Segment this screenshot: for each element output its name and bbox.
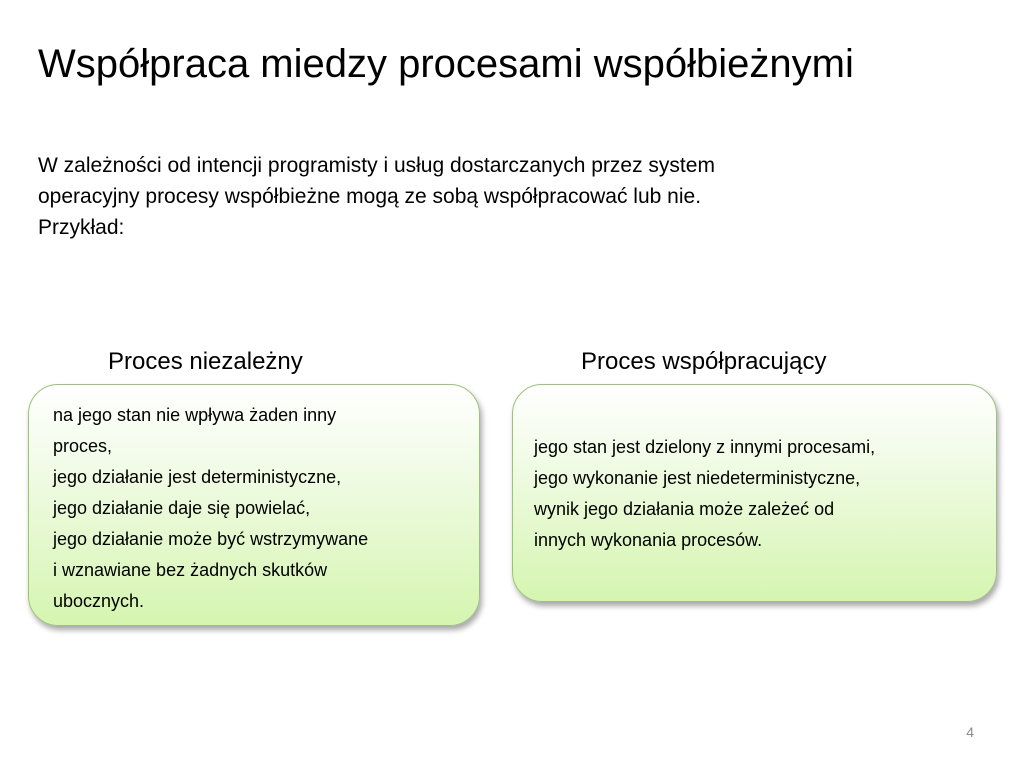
box-line: proces,: [53, 436, 113, 456]
intro-line: W zależności od intencji programisty i usług dostarczanych przez system: [38, 154, 715, 177]
box-line: jego działanie może być wstrzymywane: [53, 529, 369, 549]
intro-paragraph: [38, 150, 938, 243]
page-number: 4: [966, 724, 974, 740]
box-line: wynik jego działania może zależeć od: [534, 499, 835, 519]
independent-process-box: [28, 384, 480, 626]
independent-process-heading: Proces niezależny: [108, 348, 303, 375]
box-line: i wznawiane bez żadnych skutków: [53, 560, 328, 580]
box-line: innych wykonania procesów.: [534, 530, 763, 550]
intro-line: Przykład:: [38, 216, 125, 239]
box-line: jego wykonanie jest niedeterministyczne,: [534, 468, 861, 488]
box-line: na jego stan nie wpływa żaden inny: [53, 405, 337, 425]
cooperating-process-box: [512, 384, 997, 602]
box-line: jego stan jest dzielony z innymi procesami,: [534, 437, 876, 457]
slide-title: Współpraca miedzy procesami współbieżnymi: [38, 42, 854, 86]
box-line: ubocznych.: [53, 591, 145, 611]
box-line: jego działanie jest deterministyczne,: [53, 467, 342, 487]
box-line: jego działanie daje się powielać,: [53, 498, 311, 518]
intro-line: operacyjny procesy współbieżne mogą ze sobą współpracować lub nie.: [38, 185, 702, 208]
cooperating-process-heading: Proces współpracujący: [581, 348, 827, 375]
